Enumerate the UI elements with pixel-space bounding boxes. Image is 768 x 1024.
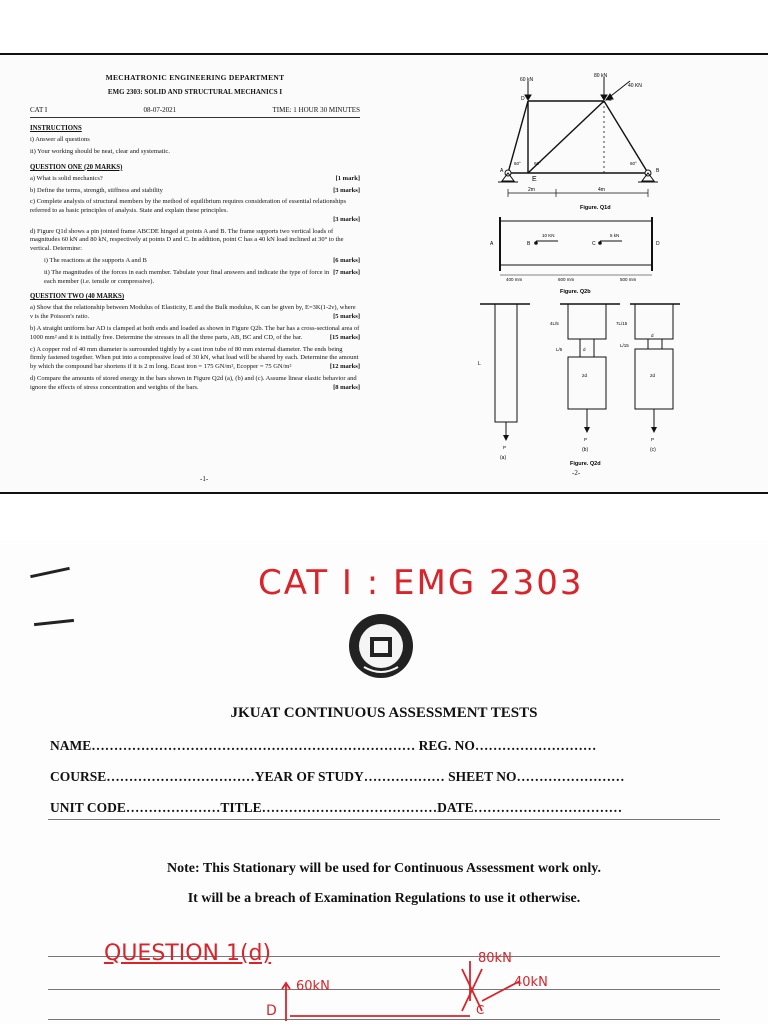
- dimension-label: 2m: [528, 187, 535, 193]
- course-title: EMG 2303: SOLID AND STRUCTURAL MECHANICS I: [107, 88, 283, 97]
- marks: [8 marks]: [333, 383, 360, 391]
- angle-label: 60°: [514, 161, 521, 166]
- marks: [1 mark]: [335, 174, 360, 182]
- dimension-label: 4m: [598, 187, 605, 193]
- diameter-label: 2d: [582, 373, 588, 378]
- subfigure-label: (a): [500, 455, 507, 461]
- figure-q2d-bars: [470, 299, 700, 469]
- point-b-label: B: [656, 168, 660, 174]
- dimension-label: 600 mm: [558, 277, 575, 282]
- handwritten-load-label: 40kN: [514, 975, 548, 990]
- question-text: d) Figure Q1d shows a pin jointed frame ABCDE hinged at points A and B. The frame supports two vertical loads of magnitudes 60 kN and 80 kN, respectively at points D and C. In addition, point C has a 40 kN load inclined at 30° to the vertical. Determine:: [30, 227, 344, 253]
- jkuat-logo: [346, 611, 416, 681]
- fraction-label: L/5: [556, 347, 563, 352]
- answer-heading: QUESTION 1(d): [104, 941, 272, 966]
- fraction-label: L/15: [620, 343, 629, 348]
- point-b-label: B: [527, 241, 531, 247]
- figure-q1d-truss: [480, 73, 680, 213]
- header-rule: [48, 819, 720, 820]
- handwritten-load-label: 60kN: [296, 979, 330, 994]
- load-p-label: P: [503, 445, 507, 450]
- question-item: [30, 304, 360, 322]
- marks: [3 marks]: [333, 215, 360, 223]
- question-item: [30, 346, 360, 372]
- marks: [5 marks]: [333, 313, 360, 321]
- question-subitem: [44, 257, 360, 266]
- question-one-heading: QUESTION ONE (20 MARKS): [30, 163, 123, 171]
- question-text: c) A copper rod of 40 mm diameter is surrounded tightly by a cast iron tube of 80 mm external diameter. The ends being firmly fastened together. When put into a compressive load of 30 kN, what load will be shared by each. Determine the amount by which the compound bar shortens if it is 2 m long. Ecast iron = 175 GN/m², Ecopper = 75 GN/m²: [30, 345, 359, 371]
- question-text: ii) The magnitudes of the forces in each member. Tabulate your final answers and indicate the type of force in each member (i.e. tensile or compressive).: [44, 268, 330, 285]
- question-subitem: [44, 269, 360, 287]
- diameter-label: d: [651, 333, 654, 338]
- question-text: b) Define the terms, strength, stiffness and stability: [30, 186, 163, 194]
- question-item: [30, 198, 360, 224]
- instruction-item: ii) Your working should be neat, clear and systematic.: [30, 147, 170, 155]
- question-two-heading: QUESTION TWO (40 MARKS): [30, 293, 125, 301]
- question-item: [30, 375, 360, 393]
- handwritten-node-label: C: [476, 1003, 485, 1017]
- angle-label: 60°: [534, 161, 541, 166]
- exam-time: TIME: 1 HOUR 30 MINUTES: [272, 105, 360, 114]
- handwritten-title: CAT I : EMG 2303: [258, 563, 584, 603]
- diameter-label: 2d: [650, 373, 656, 378]
- cat-info-row: [30, 106, 360, 118]
- load-label: 5 kN: [610, 233, 620, 238]
- page-number: -1-: [200, 475, 209, 483]
- cat-label: CAT I: [30, 105, 48, 114]
- load-p-label: P: [651, 437, 655, 442]
- subfigure-label: (c): [650, 447, 656, 453]
- instruction-item: i) Answer all questions: [30, 136, 90, 144]
- point-e-label: E: [532, 176, 537, 183]
- instructions-heading: INSTRUCTIONS: [30, 125, 82, 132]
- point-c-label: C: [608, 97, 612, 103]
- figure-caption: Figure. Q1d: [580, 205, 611, 211]
- load-p-label: P: [584, 437, 588, 442]
- department-title: MECHATRONIC ENGINEERING DEPARTMENT: [105, 73, 285, 82]
- fraction-label: 4L/5: [550, 321, 559, 326]
- point-d-label: D: [656, 241, 660, 247]
- note-line-2: It will be a breach of Examination Regulations to use it otherwise.: [187, 891, 581, 906]
- question-text: d) Compare the amounts of stored energy in the bars shown in Figure Q2d (a), (b) and (c). Assume linear elastic behavior and ignore the effects of stress concentration and weights of the bars.: [30, 374, 357, 391]
- load-label-40kn: 40 KN: [628, 83, 642, 89]
- sheet-header: JKUAT CONTINUOUS ASSESSMENT TESTS: [230, 705, 538, 721]
- question-item: [30, 325, 360, 343]
- point-c-label: C: [592, 241, 596, 247]
- exam-paper-scan: [0, 53, 768, 494]
- question-text: b) A straight uniform bar AD is clamped at both ends and loaded as shown in Figure Q2b. The bar has a cross-sectional area of 1000 mm² and it is initially free. Determine the stresses in all the three parts, AB, BC and CD, of the bar.: [30, 325, 360, 341]
- angle-label: 60°: [630, 161, 637, 166]
- question-item: [30, 187, 360, 196]
- load-label-80kn: 80 kN: [594, 73, 608, 79]
- exam-date: 08-07-2021: [143, 105, 177, 114]
- handwritten-load-label: 80kN: [478, 951, 512, 966]
- dimension-label: 500 mm: [620, 277, 637, 282]
- diameter-label: d: [583, 347, 586, 352]
- page-number: -2-: [572, 469, 581, 477]
- fraction-label: 7L/15: [616, 321, 628, 326]
- figure-q2b-bar: [480, 215, 680, 295]
- marks: [6 marks]: [333, 257, 360, 264]
- margin-mark: [34, 619, 74, 626]
- question-text: i) The reactions at the supports A and B: [44, 257, 147, 264]
- point-a-label: A: [500, 168, 504, 174]
- margin-mark: [30, 567, 70, 578]
- marks: [12 marks]: [329, 363, 360, 371]
- question-text: a) Show that the relationship between Modulus of Elasticity, E and the Bulk modulus, K can be given by, E=3K(1-2ν), where ν is the Poisson's ratio.: [30, 304, 356, 321]
- length-label: L: [478, 361, 481, 367]
- marks: [7 marks]: [333, 268, 360, 276]
- form-row-course: COURSE……………………………YEAR OF STUDY……………… SHEET NO……………………: [50, 769, 625, 784]
- figure-caption: Figure. Q2b: [560, 289, 591, 295]
- note-line-1: Note: This Stationary will be used for Continuous Assessment work only.: [167, 861, 601, 876]
- point-d-label: D: [521, 96, 525, 102]
- form-row-unit: UNIT CODE…………………TITLE…………………………………DATE……………………………: [50, 800, 623, 815]
- load-label: 10 KN: [542, 233, 555, 238]
- figure-caption: Figure. Q2d: [570, 461, 601, 467]
- answer-sheet-scan: [0, 541, 768, 1024]
- question-item: [30, 228, 360, 254]
- load-label-60kn: 60 kN: [520, 77, 534, 83]
- dimension-label: 400 mm: [506, 277, 523, 282]
- point-a-label: A: [490, 241, 494, 247]
- exam-question-column: [30, 73, 360, 392]
- handwritten-node-label: D: [266, 1003, 277, 1019]
- marks: [15 marks]: [329, 333, 360, 341]
- question-text: a) What is solid mechanics?: [30, 174, 103, 182]
- question-text: c) Complete analysis of structural members by the method of equilibrium requires consideration of essential relationships referred to as basic principles of analysis. State and explain these principles.: [30, 198, 347, 215]
- question-item: [30, 175, 360, 184]
- handwritten-sketch: [270, 961, 530, 1024]
- marks: [3 marks]: [333, 186, 360, 194]
- form-row-name: NAME……………………………………………………………… REG. NO………………………: [50, 738, 597, 753]
- subfigure-label: (b): [582, 447, 589, 453]
